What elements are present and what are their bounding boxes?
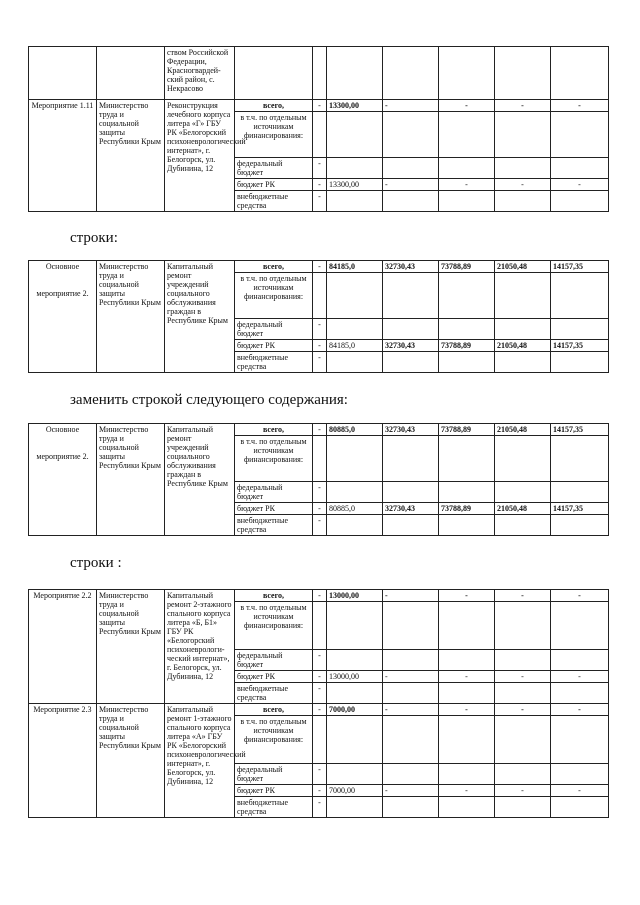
org-cell: Министерство труда и социальной защиты Республики Крым (97, 424, 165, 536)
heading-replace: заменить строкой следующего содержания: (70, 392, 348, 408)
heading-rows-2: строки : (70, 555, 122, 571)
measure-name: Мероприятие 1.11 (29, 100, 97, 212)
table-main-measure-2-old: Основное мероприятие 2. Министерство труда и социальной защиты Республики Крым Капитальный ремонт учреждений социального обслуживания граждан в Республике Крым всего, - 84185,0 32730,43 73788,89 21050,48 14157,35 в т.ч. по отдельным источникам финансирования: федеральный бюджет - бюджет РК - 84185,0 32730,43 73788,89 21050,48 14157,35 внебюджетные средства - (28, 260, 609, 373)
object-cell: Реконструкция лечебного корпуса литера «Г» ГБУ РК «Белогорский психоневрологический интернат», г. Белогорск, ул. Дубинина, 12 (165, 100, 235, 212)
heading-rows: строки: (70, 230, 118, 246)
table-measure-1-11: ством Российской Федерации, Красногвардей-ский район, с. Некрасово Мероприятие 1.11 Министерство труда и социальной защиты Республики Крым Реконструкция лечебного корпуса литера «Г» ГБУ РК «Белогорский психоневрологический интернат», г. Белогорск, ул. Дубинина, 12 всего, - 13300,00 - - - - в т.ч. по отдельным источникам финансирования: федеральный бюджет - бюджет РК - 13300,00 - - - - внебюджетные средства - (28, 46, 609, 212)
org-cell: Министерство труда и социальной защиты Республики Крым (97, 704, 165, 818)
object-cell: ством Российской Федерации, Красногвардей-ский район, с. Некрасово (165, 47, 235, 100)
table-main-measure-2-new: Основное мероприятие 2. Министерство труда и социальной защиты Республики Крым Капитальный ремонт учреждений социального обслуживания граждан в Республике Крым всего, - 80885,0 32730,43 73788,89 21050,48 14157,35 в т.ч. по отдельным источникам финансирования: федеральный бюджет - бюджет РК - 80885,0 32730,43 73788,89 21050,48 14157,35 внебюджетные средства - (28, 423, 609, 536)
table-measures-2-2-2-3: Мероприятие 2.2 Министерство труда и социальной защиты Республики Крым Капитальный ремонт 2-этажного спального корпуса литера «Б, Б1» ГБУ РК «Белогорский психоневрологи-ческий интернат», г. Белогорск, ул. Дубинина, 12 всего, - 13000,00 - - - - в т.ч. по отдельным источникам финансирования: федеральный бюджет - бюджет РК - 13000,00 - - - - внебюджетные средства - Мероприятие 2.3 Министерство труда и социальной защиты Республики Крым Капитальный ремонт 1-этажного спального корпуса литера «А» ГБУ РК «Белогорский психоневрологический интернат», г. Белогорск, ул. Дубинина, 12 всего, - 7000,00 - - - - в т.ч. по отдельным источникам финансирования: федеральный бюджет - бюджет РК - 7000,00 - - - - внебюджетные средства - (28, 589, 609, 818)
object-cell: Капитальный ремонт 2-этажного спального корпуса литера «Б, Б1» ГБУ РК «Белогорский психоневрологи-ческий интернат», г. Белогорск, ул. Дубинина, 12 (165, 590, 235, 704)
org-cell: Министерство труда и социальной защиты Республики Крым (97, 261, 165, 373)
object-cell: Капитальный ремонт учреждений социального обслуживания граждан в Республике Крым (165, 424, 235, 536)
org-cell: Министерство труда и социальной защиты Республики Крым (97, 100, 165, 212)
object-cell: Капитальный ремонт учреждений социального обслуживания граждан в Республике Крым (165, 261, 235, 373)
measure-name: Основное мероприятие 2. (29, 261, 97, 373)
org-cell: Министерство труда и социальной защиты Республики Крым (97, 590, 165, 704)
measure-name: Основное мероприятие 2. (29, 424, 97, 536)
measure-name: Мероприятие 2.3 (29, 704, 97, 818)
measure-name: Мероприятие 2.2 (29, 590, 97, 704)
object-cell: Капитальный ремонт 1-этажного спального корпуса литера «А» ГБУ РК «Белогорский психоневрологический интернат», г. Белогорск, ул. Дубинина, 12 (165, 704, 235, 818)
